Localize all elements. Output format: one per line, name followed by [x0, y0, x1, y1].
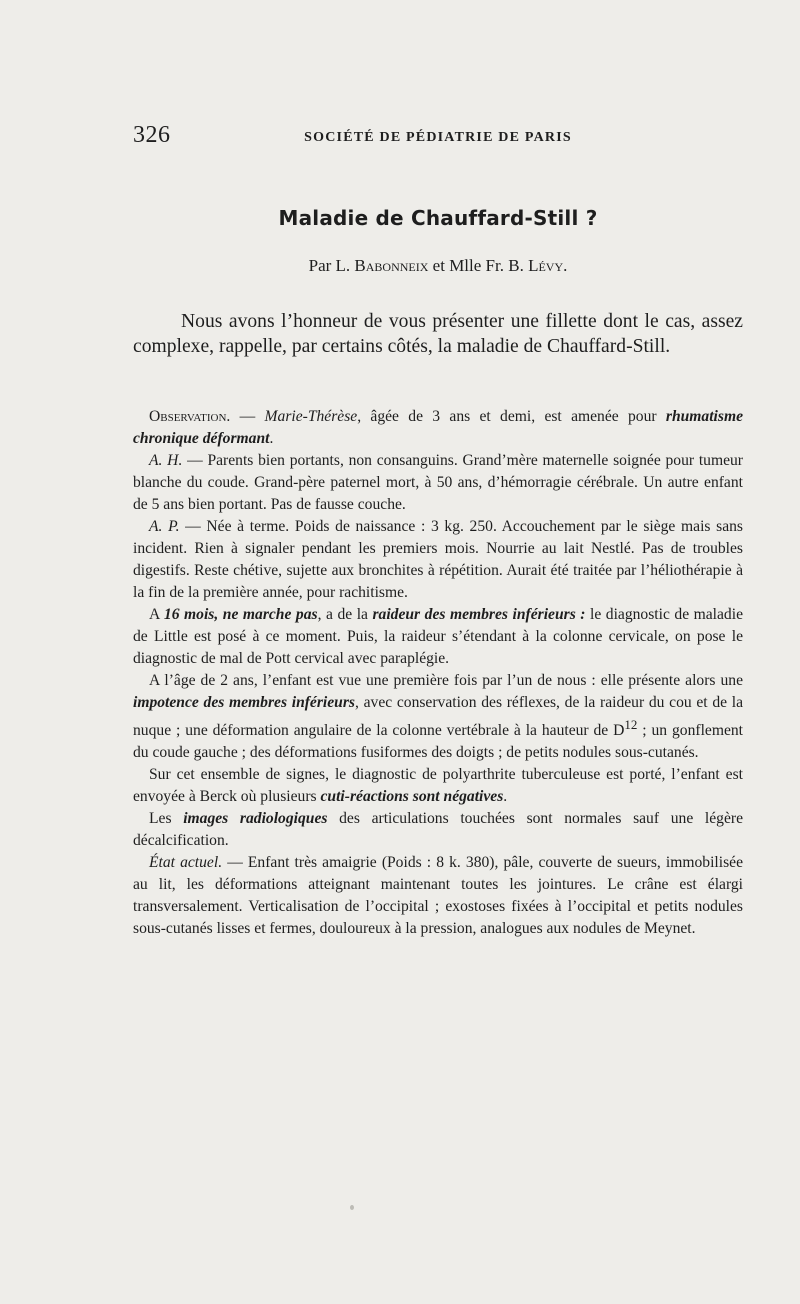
- authors-prefix: Par L.: [308, 256, 355, 275]
- current-state-label: État actuel.: [149, 854, 223, 872]
- current-state-text: — Enfant très amaigrie (Poids : 8 k. 380), pâle, couverte de sueurs, immobilisée au lit, les déformations atteignant maintenant toutes les jointures. Le crâne est élargi transversalement. Verticalisation de l’occipital ; exostoses fixées à l’occipital et petits nodules sous-cutanés lisses et fermes, douloureux à la pression, analogues aux nodules de Meynet.: [133, 854, 743, 938]
- observation-paragraph: [133, 406, 743, 450]
- two-years-paragraph: [133, 670, 743, 764]
- patient-name: Marie-Thérèse: [264, 408, 358, 425]
- family-history-label: A. H.: [149, 452, 183, 469]
- family-history-text: — Parents bien portants, non consanguins. Grand’mère maternelle soignée pour tumeur blanche du coude. Grand-père paternel mort, à 50 ans, d’hémorragie cérébrale. Un autre enfant de 5 ans bien portant. Pas de fausse couche.: [133, 452, 744, 513]
- page-header: [133, 122, 743, 152]
- author-levy: Lévy: [528, 256, 564, 275]
- ink-speck: [350, 1205, 354, 1210]
- radiology-paragraph: [133, 808, 743, 852]
- observation-body: [133, 406, 743, 940]
- p7-start: Les: [149, 810, 184, 828]
- observation-end: .: [269, 430, 274, 447]
- article-authors: [133, 256, 743, 276]
- observation-label: Observation.: [149, 408, 231, 425]
- p4-mid: , a de la: [317, 606, 373, 623]
- p5-end: ; un gonflement du coude gauche ; des déformations fusiformes des doigts ; de petits nodules sous-cutanés.: [133, 722, 743, 762]
- author-babonneix: Babonneix: [354, 256, 429, 275]
- p4-age: 16 mois, ne marche pas: [163, 606, 318, 623]
- personal-history-label: A. P.: [149, 518, 180, 535]
- p7-images: images radiologiques: [183, 810, 328, 828]
- personal-history-paragraph: [133, 516, 743, 604]
- diagnosis-paragraph: [133, 764, 743, 808]
- p5-impotence: impotence des membres inférieurs: [133, 694, 355, 711]
- observation-dash: —: [230, 408, 265, 425]
- page-number: 326: [133, 122, 171, 148]
- personal-history-text: — Née à terme. Poids de naissance : 3 kg. 250. Accouchement par le siège mais sans incident. Rien à signaler pendant les premiers mois. Nourrie au lait Nestlé. Pas de troubles digestifs. Reste chétive, sujette aux bronchites à répétition. Aurait été traitée par l’héliothérapie à la fin de la première année, pour rachitisme.: [133, 518, 743, 601]
- article-title: Maladie de Chauffard-Still ?: [278, 206, 598, 230]
- sixteen-months-paragraph: [133, 604, 743, 670]
- p4-end: le diagnostic de maladie de Little est posé à ce moment. Puis, la raideur s’étendant à la colonne cervicale, on pose le diagnostic de mal de Pott cervical avec paraplégie.: [133, 606, 743, 667]
- p6-end: .: [503, 788, 508, 806]
- p7-end: des articulations touchées sont normales sauf une légère décalcification.: [133, 810, 744, 850]
- p6-cuti: cuti-réactions sont négatives: [320, 788, 504, 806]
- p4-start: A: [149, 606, 164, 623]
- running-head: SOCIÉTÉ DE PÉDIATRIE DE PARIS: [304, 130, 572, 145]
- p5-superscript: 12: [624, 717, 638, 732]
- p5-start: A l’âge de 2 ans, l’enfant est vue une première fois par l’un de nous : elle présente alors une: [149, 672, 743, 689]
- intro-paragraph: Nous avons l’honneur de vous présenter une fillette dont le cas, assez complexe, rappelle, par certains côtés, la maladie de Chauffard-Still.: [133, 311, 743, 357]
- family-history-paragraph: [133, 450, 743, 516]
- current-state-paragraph: [133, 852, 743, 940]
- p4-raideur: raideur des membres inférieurs :: [372, 606, 586, 623]
- observation-reason: rhumatisme chronique déformant: [133, 408, 743, 447]
- authors-mid: et Mlle Fr. B.: [428, 256, 529, 275]
- observation-text: , âgée de 3 ans et demi, est amenée pour: [357, 408, 666, 425]
- p6-start: Sur cet ensemble de signes, le diagnostic de polyarthrite tuberculeuse est porté, l’enfant est envoyée à Berck où plusieurs: [133, 766, 743, 806]
- authors-suffix: .: [563, 256, 568, 275]
- p5-mid: , avec conservation des réflexes, de la raideur du cou et de la nuque ; une déformation angulaire de la colonne vertébrale à la hauteur de D: [133, 694, 743, 740]
